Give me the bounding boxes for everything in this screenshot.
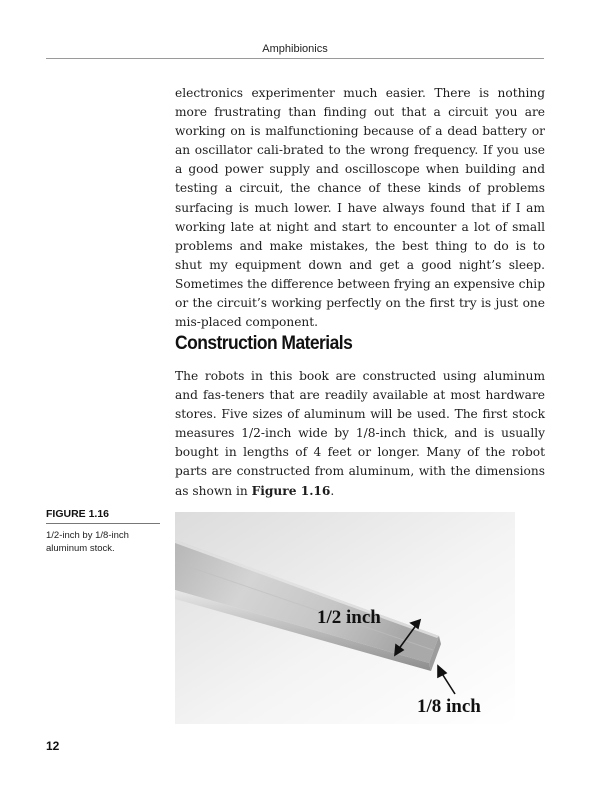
figure-label: FIGURE 1.16 (46, 508, 160, 524)
figure-caption: 1/2-inch by 1/8-inch aluminum stock. (46, 530, 129, 554)
section-heading: Construction Materials (175, 333, 353, 354)
width-dimension-label: 1/2 inch (317, 607, 381, 628)
materials-text: The robots in this book are constructed using aluminum and fas-teners that are readily available at most hardware stores. Five sizes of aluminum will be used. The first stock measures 1/2-inch wide by 1/8-inch thick, and is usually bought in lengths of 4 feet or longer. Many of the robot parts are constructed from aluminum, with the dimensions as shown in (175, 369, 545, 498)
figure-reference: Figure 1.16 (251, 483, 331, 498)
header-divider (46, 58, 544, 59)
thickness-dimension-label: 1/8 inch (417, 696, 481, 717)
body-paragraph-intro: electronics experimenter much easier. There is nothing more frustrating than finding out that a circuit you are working on is malfunctioning because of a dead battery or an oscillator cali-brated to the wrong frequency. If you use a good power supply and oscilloscope when building and testing a circuit, the chance of these kinds of problems surfacing is much lower. I have always found that if I am working late at night and start to encounter a lot of small problems and make mistakes, the best thing to do is to shut my equipment down and get a good night’s sleep. Sometimes the difference between frying an expensive chip or the circuit’s working perfectly on the first try is just one mis-placed component. (175, 86, 545, 330)
materials-text-end: . (330, 483, 335, 498)
running-head: Amphibionics (262, 43, 328, 55)
aluminum-stock-photo (175, 512, 515, 724)
page-number: 12 (46, 739, 60, 753)
body-paragraph-materials (175, 367, 545, 501)
